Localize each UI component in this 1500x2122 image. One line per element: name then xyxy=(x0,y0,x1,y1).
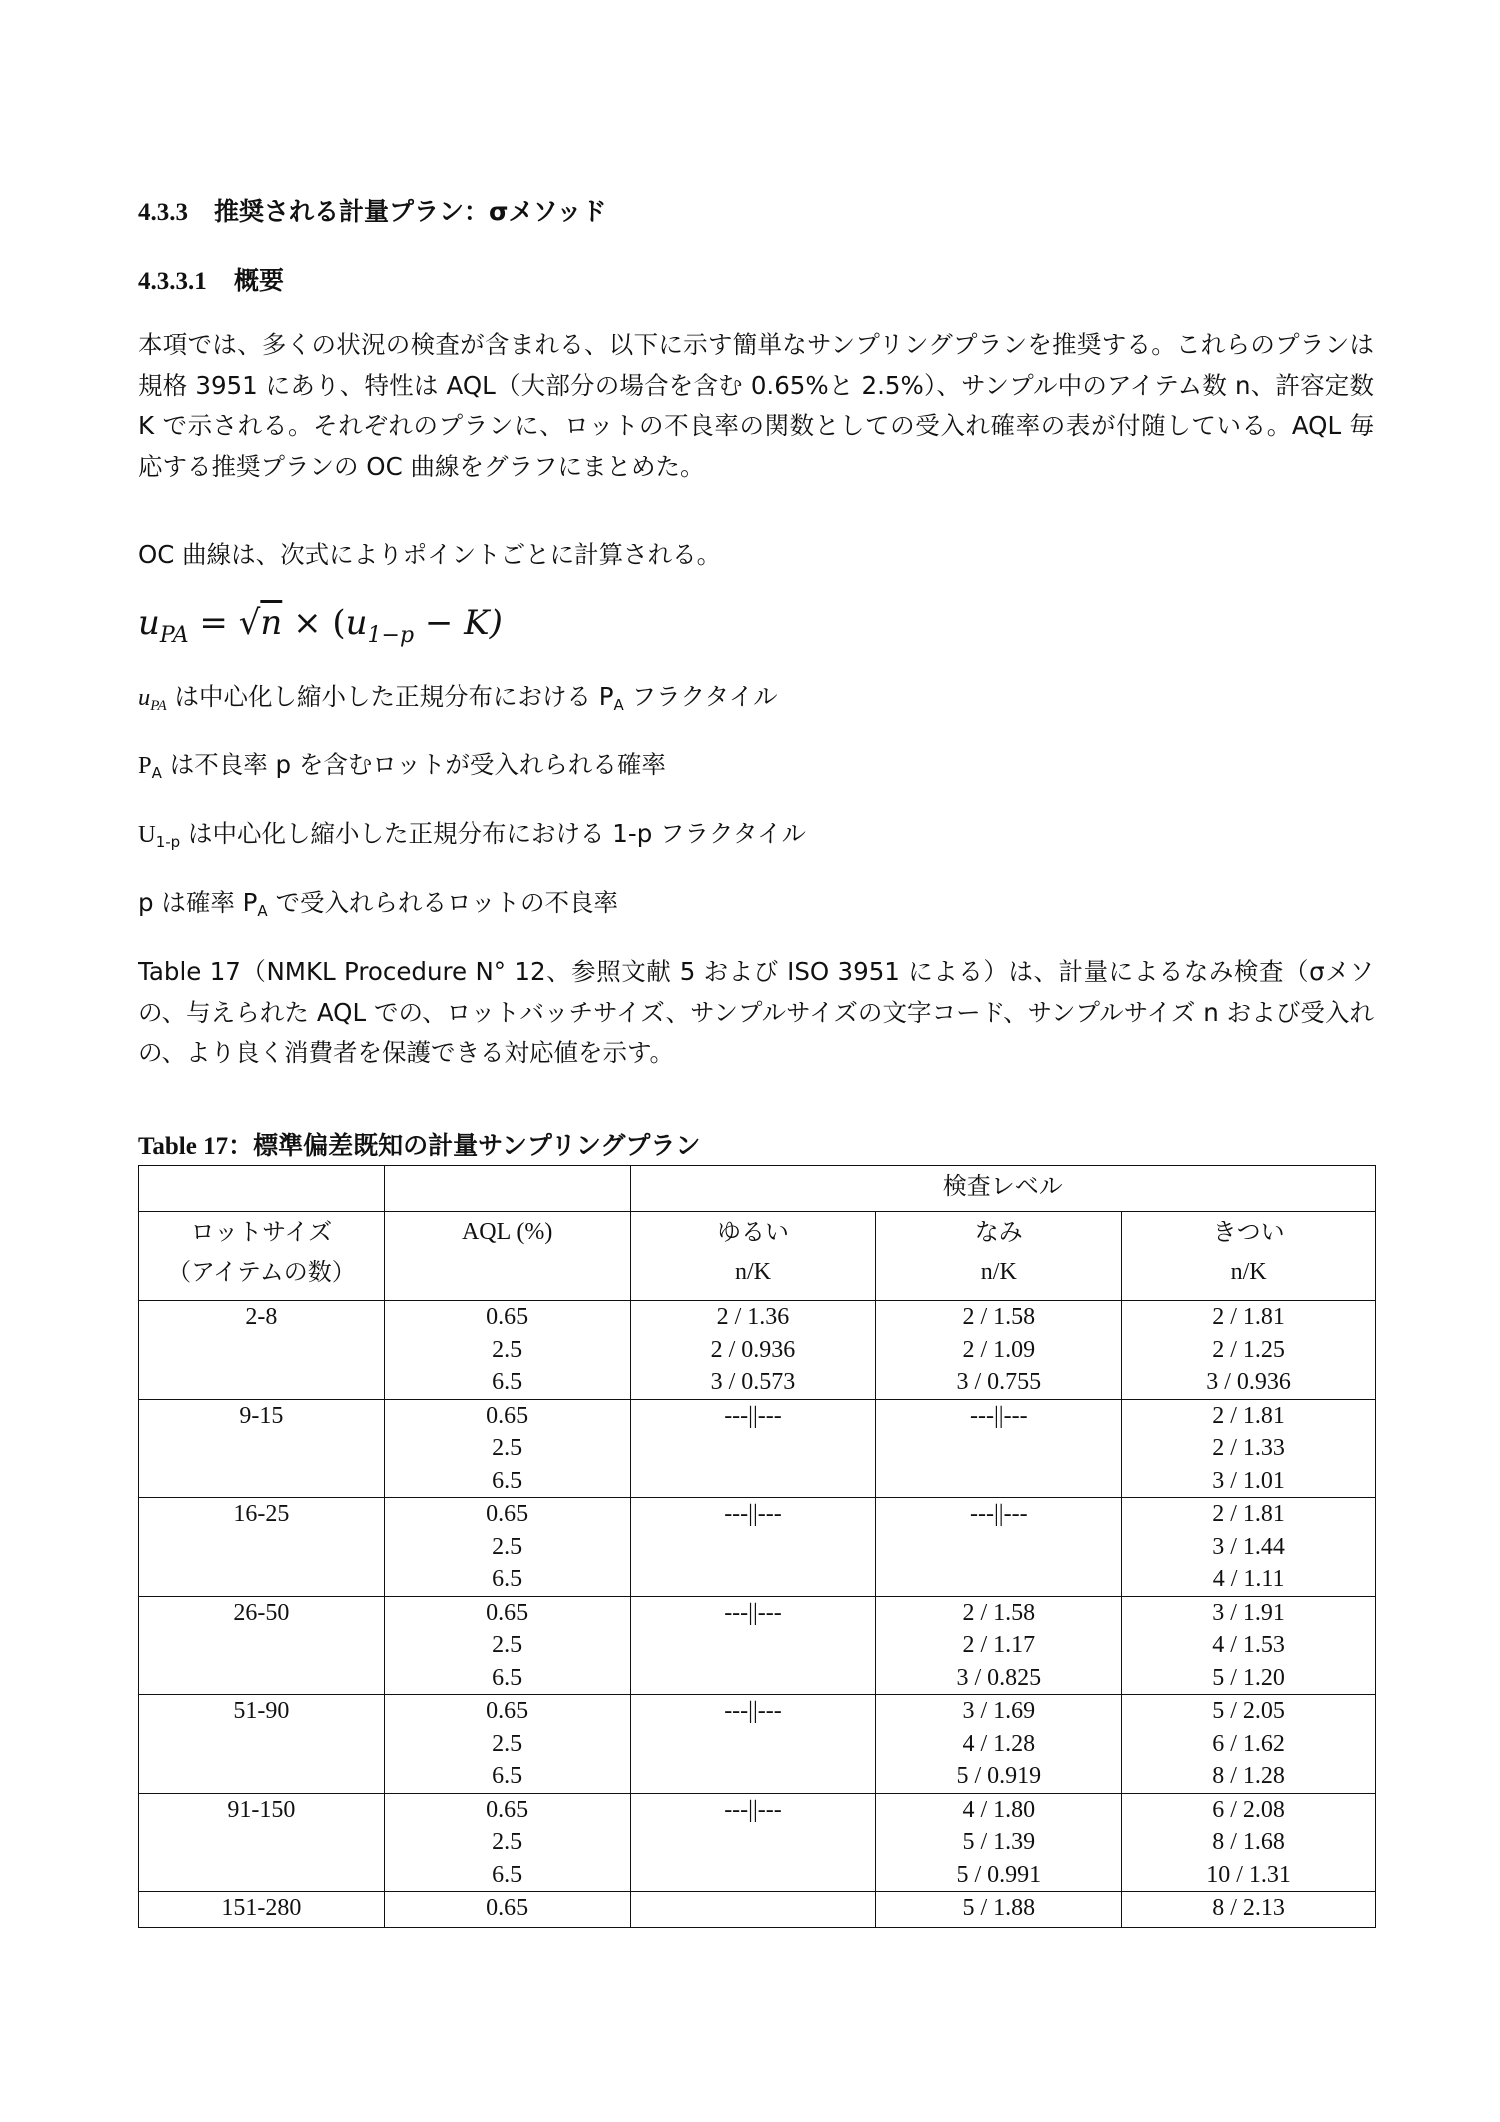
section-heading xyxy=(138,192,606,228)
tight-cell: 2 / 1.81 2 / 1.25 3 / 0.936 xyxy=(1122,1301,1376,1400)
table-row xyxy=(139,1596,1376,1695)
subsection-heading xyxy=(138,261,284,297)
section-number: 4.3.3 xyxy=(138,199,188,226)
header-loose: ゆるい n/K xyxy=(630,1212,876,1301)
loose-cell: ---||--- xyxy=(630,1695,876,1794)
intro-line: 応する推奨プランの OC 曲線をグラフにまとめた。 xyxy=(138,451,705,481)
table-row xyxy=(139,1301,1376,1400)
intro-paragraph xyxy=(138,325,1374,487)
lot-size-cell: 51-90 xyxy=(139,1695,385,1794)
tight-cell: 3 / 1.91 4 / 1.53 5 / 1.20 xyxy=(1122,1596,1376,1695)
intro-line: K で示される。それぞれのプランに、ロットの不良率の関数としての受入れ確率の表が付随している。AQL 毎 xyxy=(138,411,1374,440)
loose-cell: ---||--- xyxy=(630,1399,876,1498)
oc-sentence: OC 曲線は、次式によりポイントごとに計算される。 xyxy=(138,540,722,569)
tight-cell: 6 / 2.08 8 / 1.68 10 / 1.31 xyxy=(1122,1793,1376,1892)
table-intro-paragraph xyxy=(138,952,1374,1074)
intro-line: 本項では、多くの状況の検査が含まれる、以下に示す簡単なサンプリングプランを推奨する。これらのプランは xyxy=(138,330,1374,359)
lot-size-cell: 26-50 xyxy=(139,1596,385,1695)
section-title: 推奨される計量プラン：σメソッド xyxy=(214,197,607,226)
tight-cell: 2 / 1.81 2 / 1.33 3 / 1.01 xyxy=(1122,1399,1376,1498)
normal-cell: 2 / 1.58 2 / 1.17 3 / 0.825 xyxy=(876,1596,1122,1695)
definition-u1p: $U_{1-p}$ は中心化し縮小した正規分布における 1-p フラクタイル xyxy=(138,819,807,851)
aql-cell: 0.65 2.5 6.5 xyxy=(384,1695,630,1794)
definition-p: p は確率 $P_A$ で受入れられるロットの不良率 xyxy=(138,888,618,920)
sampling-plan-table xyxy=(138,1165,1376,1928)
tight-cell: 5 / 2.05 6 / 1.62 8 / 1.28 xyxy=(1122,1695,1376,1794)
intro-line: 規格 3951 にあり、特性は AQL（大部分の場合を含む 0.65%と 2.5%）、サンプル中のアイテム数 n、許容定数 xyxy=(138,370,1374,400)
table-caption: Table 17：標準偏差既知の計量サンプリングプラン xyxy=(138,1131,701,1160)
normal-cell: 4 / 1.80 5 / 1.39 5 / 0.991 xyxy=(876,1793,1122,1892)
normal-cell: 3 / 1.69 4 / 1.28 5 / 0.919 xyxy=(876,1695,1122,1794)
header-lot-size: ロットサイズ （アイテムの数） xyxy=(139,1212,385,1301)
header-tight: きつい n/K xyxy=(1122,1212,1376,1301)
table-header-row xyxy=(139,1212,1376,1301)
lot-size-cell: 16-25 xyxy=(139,1498,385,1597)
normal-cell: ---||--- xyxy=(876,1498,1122,1597)
aql-cell: 0.65 2.5 6.5 xyxy=(384,1596,630,1695)
loose-cell xyxy=(630,1892,876,1928)
aql-cell: 0.65 2.5 6.5 xyxy=(384,1301,630,1400)
aql-cell: 0.65 2.5 6.5 xyxy=(384,1498,630,1597)
table-row xyxy=(139,1498,1376,1597)
table-header-row xyxy=(139,1166,1376,1212)
loose-cell: ---||--- xyxy=(630,1596,876,1695)
normal-cell: 5 / 1.88 xyxy=(876,1892,1122,1928)
loose-cell: ---||--- xyxy=(630,1498,876,1597)
aql-cell: 0.65 2.5 6.5 xyxy=(384,1793,630,1892)
definition-pa: $P_A$ は不良率 p を含むロットが受入れられる確率 xyxy=(138,750,666,782)
lot-size-cell: 9-15 xyxy=(139,1399,385,1498)
table-row xyxy=(139,1793,1376,1892)
table-row xyxy=(139,1695,1376,1794)
subsection-title: 概要 xyxy=(234,266,285,295)
loose-cell: 2 / 1.36 2 / 0.936 3 / 0.573 xyxy=(630,1301,876,1400)
lot-size-cell: 91-150 xyxy=(139,1793,385,1892)
tight-cell: 8 / 2.13 xyxy=(1122,1892,1376,1928)
table-row xyxy=(139,1399,1376,1498)
normal-cell: 2 / 1.58 2 / 1.09 3 / 0.755 xyxy=(876,1301,1122,1400)
normal-cell: ---||--- xyxy=(876,1399,1122,1498)
table-row xyxy=(139,1892,1376,1928)
header-normal: なみ n/K xyxy=(876,1212,1122,1301)
header-aql: AQL (%) xyxy=(384,1212,630,1301)
aql-cell: 0.65 2.5 6.5 xyxy=(384,1399,630,1498)
aql-cell: 0.65 xyxy=(384,1892,630,1928)
subsection-number: 4.3.3.1 xyxy=(138,268,207,295)
oc-formula: $u_{PA} = √n \times (u_{1-p} - K)$ xyxy=(138,603,503,648)
loose-cell: ---||--- xyxy=(630,1793,876,1892)
header-inspection-level: 検査レベル xyxy=(630,1166,1375,1212)
tight-cell: 2 / 1.81 3 / 1.44 4 / 1.11 xyxy=(1122,1498,1376,1597)
table-intro-line: Table 17（NMKL Procedure N° 12、参照文献 5 および ISO 3951 による）は、計量によるなみ検査（σメソ xyxy=(138,957,1374,986)
table-intro-line: の、与えられた AQL での、ロットバッチサイズ、サンプルサイズの文字コード、サンプルサイズ n および受入れ xyxy=(138,997,1374,1027)
definition-upa: $u_{PA}$ は中心化し縮小した正規分布における $P_A$ フラクタイル xyxy=(138,682,778,714)
lot-size-cell: 151-280 xyxy=(139,1892,385,1928)
table-intro-line: の、より良く消費者を保護できる対応値を示す。 xyxy=(138,1038,675,1067)
lot-size-cell: 2-8 xyxy=(139,1301,385,1400)
